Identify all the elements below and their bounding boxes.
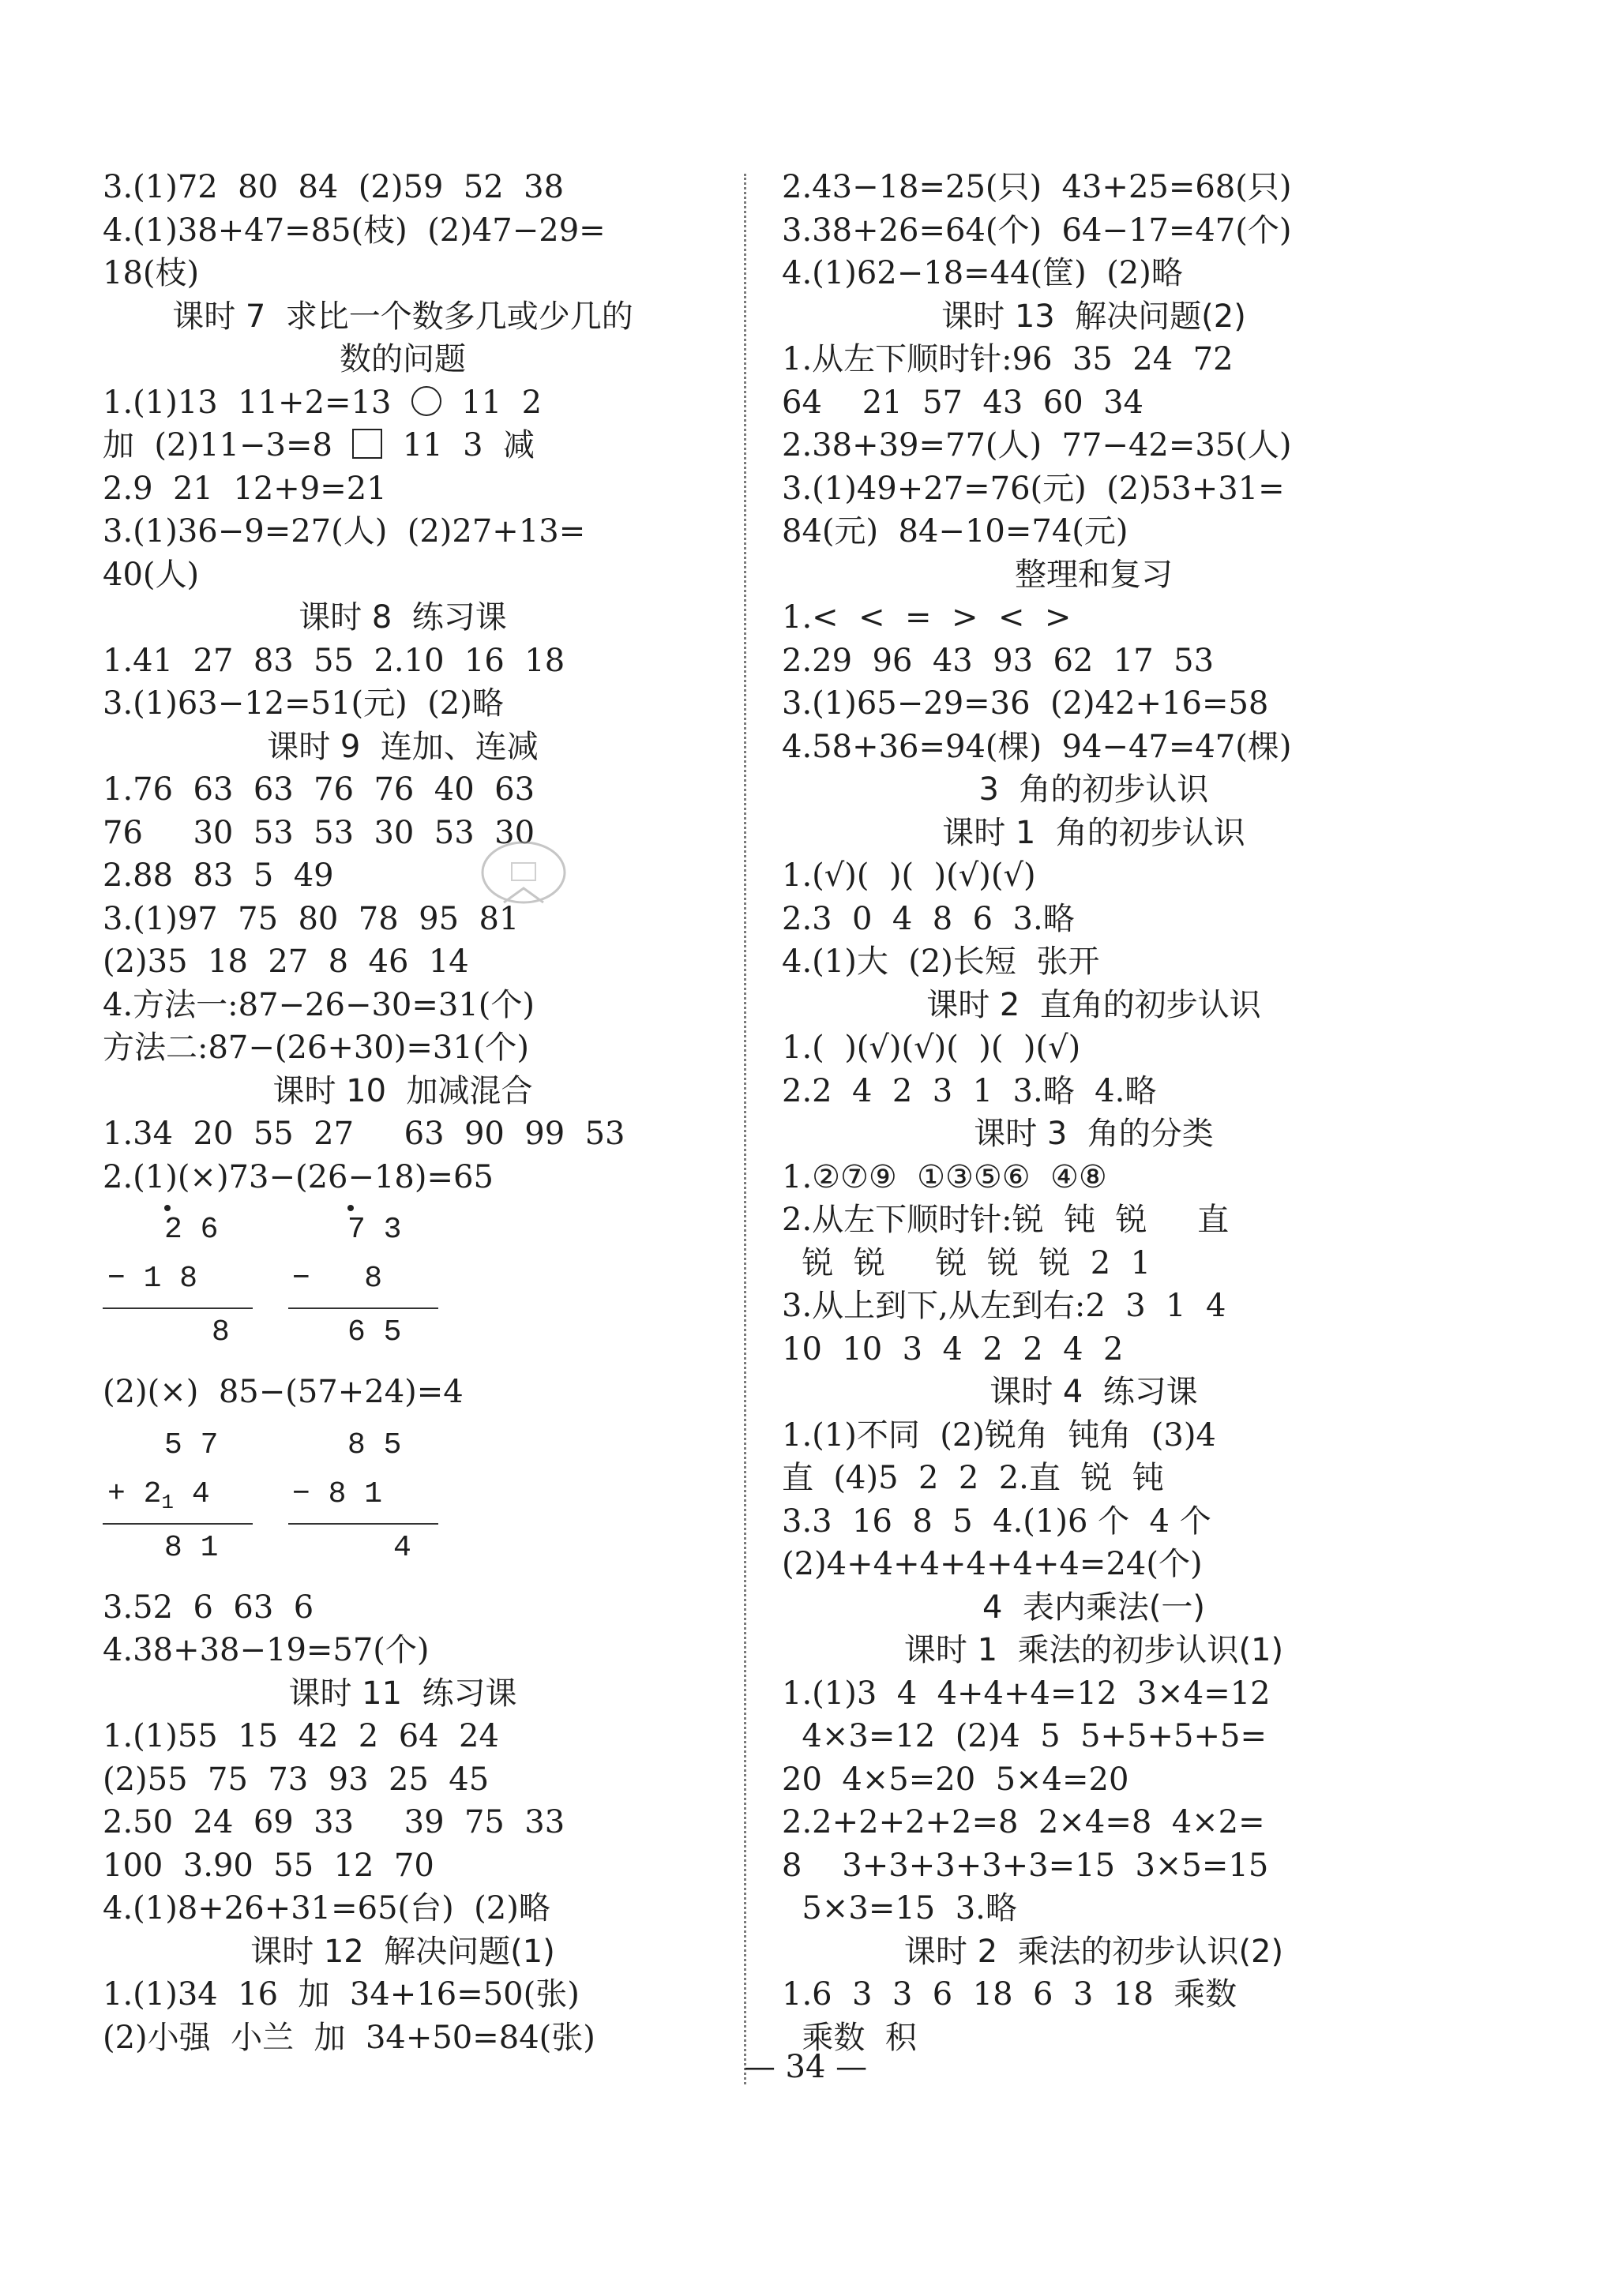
section-heading: 整理和复习 [1015,556,1173,593]
answer-line: 1.从左下顺时针:96 35 24 72 [782,341,1234,377]
calc2-a-mid [107,1476,210,1514]
section-heading: 数的问题 [340,341,466,377]
answer-line: 2.43−18=25(只) 43+25=68(只) [782,169,1292,205]
calc2-b-top: 8 5 [347,1427,402,1462]
calc2-b-mid: − 8 1 [292,1476,383,1511]
borrow-dot [347,1205,354,1211]
answer-line: 1.②⑦⑨ ①③⑤⑥ ④⑧ [782,1158,1107,1195]
answer-line: 4.(1)38+47=85(枝) (2)47−29= [103,212,606,249]
answer-line: 4.(1)62−18=44(筐) (2)略 [782,255,1183,291]
left-answers-top [103,166,703,1199]
section-heading: 课时 9 连加、连减 [267,728,539,765]
answer-line: 3.52 6 63 6 [103,1589,314,1626]
vertical-calculation-2 [103,1414,703,1586]
answer-line: 直 (4)5 2 2 2.直 锐 钝 [782,1460,1164,1496]
borrow-dot [164,1205,171,1211]
answer-line: 3.(1)63−12=51(元) (2)略 [103,685,504,722]
left-answers-bottom [103,1586,703,2060]
section-heading: 3 角的初步认识 [978,771,1209,808]
section-heading: 课时 13 解决问题(2) [941,298,1246,335]
answer-line: 2.3 0 4 8 6 3.略 [782,900,1075,937]
calc1-a-mid: − 1 8 [107,1262,198,1296]
vertical-calculation-1 [103,1199,703,1371]
section-heading: 课时 1 乘法的初步认识(1) [903,1632,1284,1668]
section-heading: 课时 2 直角的初步认识 [926,986,1261,1023]
answer-line: 100 3.90 55 12 70 [103,1847,434,1884]
section-heading: 课时 2 乘法的初步认识(2) [903,1933,1284,1970]
answer-line: 3.从上到下,从左到右:2 3 1 4 [782,1288,1226,1324]
answer-line: 3.(1)36−9=27(人) (2)27+13= [103,513,586,550]
left-column [103,166,703,2059]
answer-line: 64 21 57 43 60 34 [782,384,1143,421]
answer-line: 3.(1)65−29=36 (2)42+16=58 [782,685,1269,722]
answer-line: (2)35 18 27 8 46 14 [103,944,469,980]
answer-line: 3.38+26=64(个) 64−17=47(个) [782,212,1292,249]
answer-line: (2)55 75 73 93 25 45 [103,1761,490,1798]
answer-line [103,381,703,425]
calc1-b-result: 6 5 [347,1315,402,1349]
answer-line: 1.(1)不同 (2)锐角 钝角 (3)4 [782,1416,1216,1454]
answer-line: 方法二:87−(26+30)=31(个) [103,1030,530,1066]
circle-icon [411,386,441,416]
answer-line: 1.(1)3 4 4+4+4=12 3×4=12 [782,1675,1271,1712]
answer-line: 2.2+2+2+2=8 2×4=8 4×2= [782,1804,1265,1840]
answer-line: 乘数 积 [782,2019,917,2056]
answer-line: 1.(1)34 16 加 34+16=50(张) [103,1976,580,2013]
watermark-stamp-icon [472,833,575,920]
answer-line: 1.76 63 63 76 76 40 63 [103,771,535,808]
answer-line: 3.3 16 8 5 4.(1)6 个 4 个 [782,1503,1211,1540]
answer-line: 1.( )(√)(√)( )( )(√) [782,1030,1081,1066]
answer-line: 2.从左下顺时针:锐 钝 锐 直 [782,1202,1230,1238]
answer-line: 3.(1)49+27=76(元) (2)53+31= [782,470,1285,507]
answer-line: 锐 锐 锐 锐 锐 2 1 [782,1244,1151,1281]
calc1-b-top: 7 3 [347,1213,402,1247]
section-heading: 课时 10 加减混合 [272,1072,533,1109]
answer-line: 4.(1)8+26+31=65(台) (2)略 [103,1890,550,1926]
answer-line: 2.29 96 43 93 62 17 53 [782,642,1215,679]
answer-line: 4.方法一:87−26−30=31(个) [103,986,535,1023]
answer-line: 4.58+36=94(棵) 94−47=47(棵) [782,728,1292,765]
calc2-a-op: + 2 [107,1476,162,1511]
calc1-a-rule [103,1307,253,1309]
answer-line: 2.9 21 12+9=21 [103,470,387,507]
answer-line: 1.(√)( )( )(√)(√) [782,857,1036,894]
section-heading: 4 表内乘法(一) [982,1589,1206,1626]
answer-line: 1.(1)55 15 42 2 64 24 [103,1718,499,1754]
calc2-a-top: 5 7 [164,1427,219,1462]
calc1-b-mid: − 8 [292,1262,383,1296]
answer-line: 40(人) [103,556,200,593]
answer-line [103,424,703,467]
section-heading: 课时 1 角的初步认识 [942,814,1245,851]
section-heading: 课时 12 解决问题(1) [250,1933,555,1970]
answer-line: 84(元) 84−10=74(元) [782,513,1128,550]
answer-line: 4×3=12 (2)4 5 5+5+5+5= [782,1718,1267,1754]
calc2-a-result: 8 1 [164,1530,219,1565]
section-heading: 课时 4 练习课 [990,1374,1198,1410]
answer-line: 3.(1)97 75 80 78 95 81 [103,900,520,937]
answer-line: 18(枝) [103,255,200,291]
answer-line: 1.< < = > < > [782,599,1072,636]
answer-line: (2)小强 小兰 加 34+50=84(张) [103,2019,595,2056]
answer-line: 8 3+3+3+3+3=15 3×5=15 [782,1847,1269,1884]
calc1-a-result: 8 [212,1315,230,1349]
section-heading: 课时 3 角的分类 [974,1116,1214,1152]
column-divider [744,174,746,2084]
carry-digit: 1 [161,1490,175,1514]
answer-line: 3.(1)72 80 84 (2)59 52 38 [103,169,565,205]
answer-line: (2)4+4+4+4+4+4=24(个) [782,1546,1203,1582]
square-icon [352,429,382,459]
answer-line: 1.41 27 83 55 2.10 16 18 [103,642,565,679]
answer-text: 11 2 [441,384,543,421]
answer-line: 2.50 24 69 33 39 75 33 [103,1804,565,1840]
section-heading: 课时 11 练习课 [288,1675,517,1712]
calc2-b-result: 4 [393,1530,411,1565]
answer-line: 1.34 20 55 27 63 90 99 53 [103,1116,625,1152]
answer-line: 76 30 53 53 30 53 30 [103,814,535,851]
answer-text: 加 (2)11−3=8 [103,427,353,463]
right-column [782,166,1406,2059]
calc2-b-rule [288,1523,438,1525]
answer-text: 1.(1)13 11+2=13 [103,384,411,421]
answer-line: 4.38+38−19=57(个) [103,1632,430,1668]
answer-line: 5×3=15 3.略 [782,1890,1017,1926]
page-number: — 34 — [743,2049,868,2085]
calc1-a-top: 2 6 [164,1213,219,1247]
answer-line: 20 4×5=20 5×4=20 [782,1761,1129,1798]
answer-line: 10 10 3 4 2 2 4 2 [782,1330,1124,1367]
answer-line: 2.38+39=77(人) 77−42=35(人) [782,427,1292,463]
answer-line: 1.6 3 3 6 18 6 3 18 乘数 [782,1976,1237,2013]
answer-line: (2)(×) 85−(57+24)=4 [103,1374,464,1410]
answer-line: 2.88 83 5 49 [103,857,334,894]
calc2-a-ones: 4 [174,1476,210,1511]
calc1-b-rule [288,1307,438,1309]
answer-line: 4.(1)大 (2)长短 张开 [782,944,1100,980]
calc2-a-rule [103,1523,253,1525]
section-heading: 课时 8 练习课 [299,599,507,636]
section-heading: 课时 7 求比一个数多几或少几的 [172,298,633,335]
answer-line: 2.(1)(×)73−(26−18)=65 [103,1158,494,1195]
answer-line: 2.2 4 2 3 1 3.略 4.略 [782,1072,1157,1109]
answer-text: 11 3 减 [382,427,535,463]
